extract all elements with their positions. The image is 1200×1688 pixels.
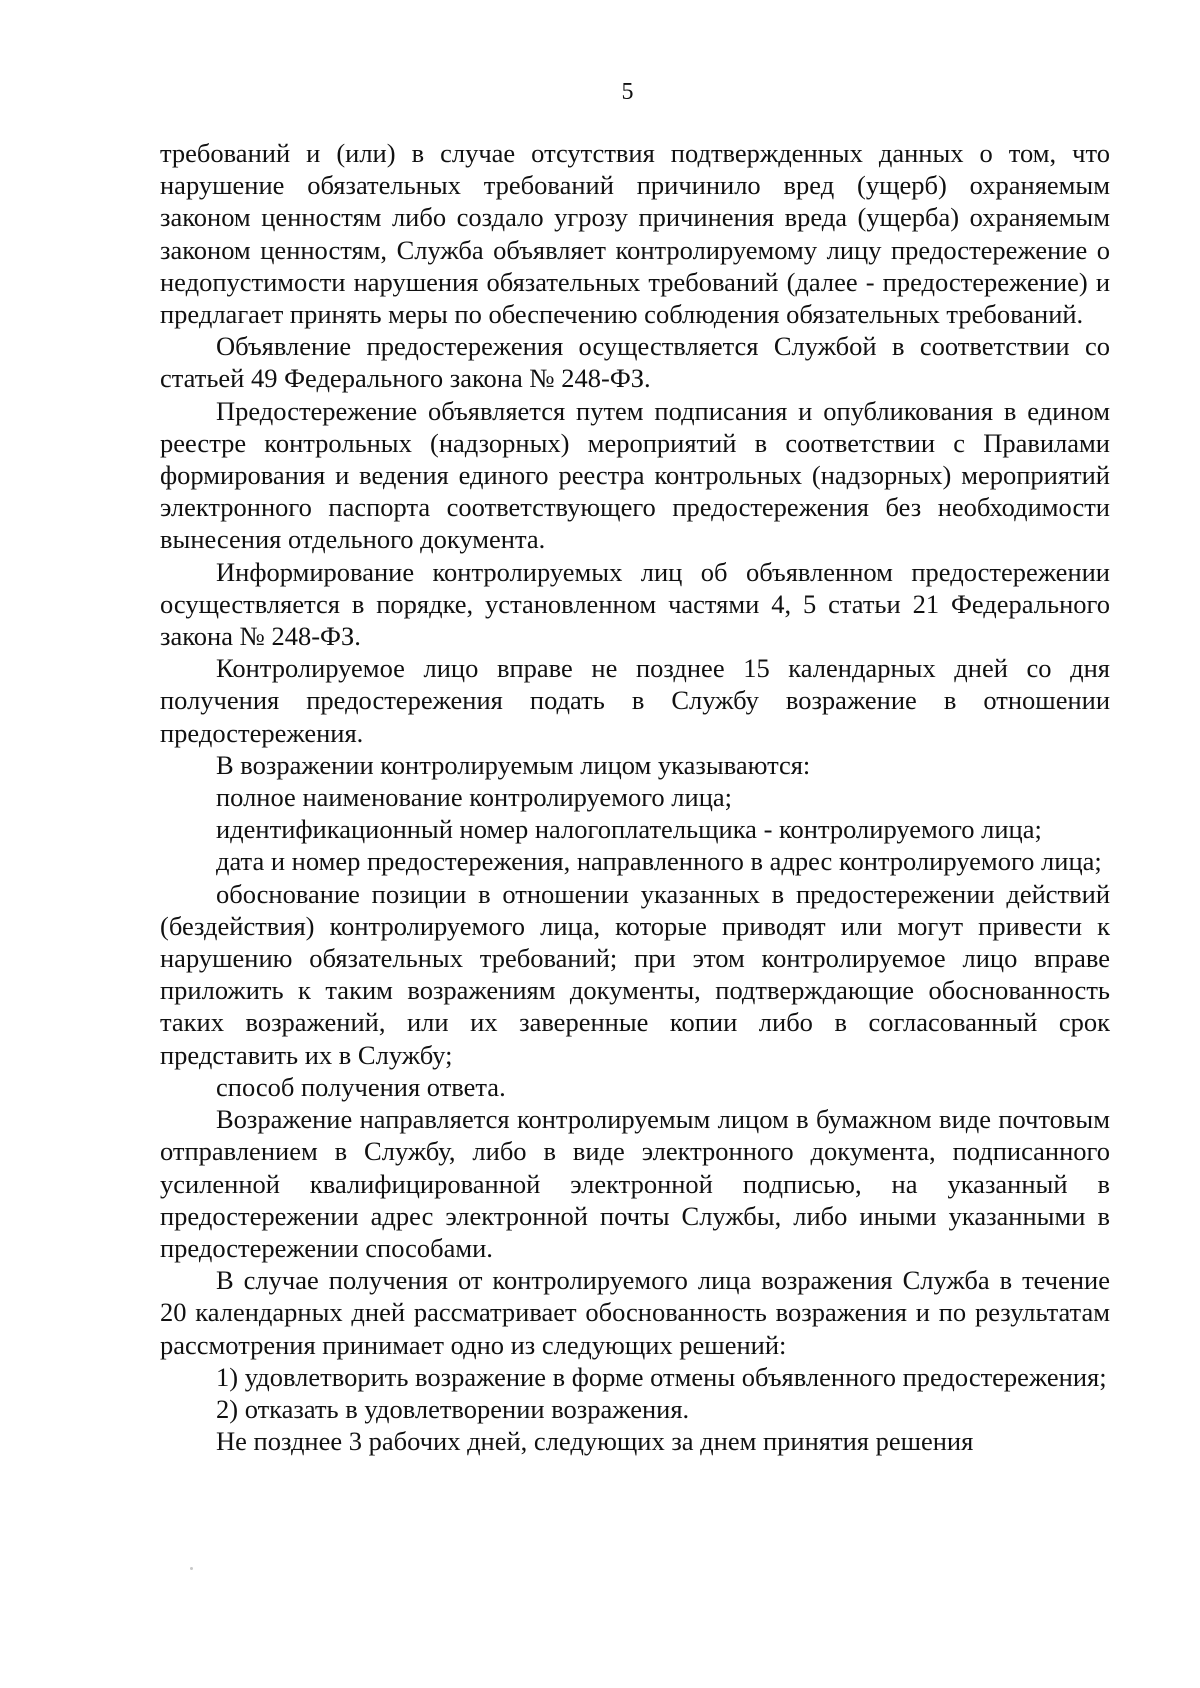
paragraph: Возражение направляется контролируемым лицом в бумажном виде почтовым отправлением в Службу, либо в виде электронного документа, подписанного усиленной квалифицированной электронной подписью, на указанный в предостережении адрес электронной почты Службы, либо иными указанными в предостережении способами.: [160, 1104, 1110, 1263]
list-item: 1) удовлетворить возражение в форме отмены объявленного предостережения;: [216, 1361, 1107, 1392]
paragraph: В случае получения от контролируемого лица возражения Служба в течение 20 календарных дней рассматривает обоснованность возражения и по результатам рассмотрения принимает одно из следующих решений:: [160, 1265, 1110, 1360]
list-item: полное наименование контролируемого лица;: [216, 782, 733, 813]
list-item: дата и номер предостережения, направленного в адрес контролируемого лица;: [216, 846, 1102, 877]
paragraph: Контролируемое лицо вправе не позднее 15 календарных дней со дня получения предостережения подать в Службу возражение в отношении предостережения.: [160, 653, 1110, 748]
paragraph: Объявление предостережения осуществляется Службой в соответствии со статьей 49 Федерального закона № 248-ФЗ.: [160, 331, 1110, 394]
scan-speck: [190, 1567, 193, 1570]
list-item: способ получения ответа.: [216, 1071, 506, 1102]
paragraph: требований и (или) в случае отсутствия подтвержденных данных о том, что нарушение обязательных требований причинило вред (ущерб) охраняемым законом ценностям либо создало угрозу причинения вреда (ущерба) охраняемым законом ценностям, Служба объявляет контролируемому лицу предостережение о недопустимости нарушения обязательных требований (далее - предостережение) и предлагает принять меры по обеспечению соблюдения обязательных требований.: [160, 138, 1110, 330]
page-number: 5: [621, 79, 634, 105]
list-item: 2) отказать в удовлетворении возражения.: [216, 1393, 690, 1424]
document-body: [160, 137, 1110, 1457]
paragraph: Не позднее 3 рабочих дней, следующих за днем принятия решения: [216, 1426, 974, 1457]
list-item: обоснование позиции в отношении указанных в предостережении действий (бездействия) контролируемого лица, которые приводят или могут привести к нарушению обязательных требований; при этом контролируемое лицо вправе приложить к таким возражениям документы, подтверждающие обоснованность таких возражений, или их заверенные копии либо в согласованный срок представить их в Службу;: [160, 878, 1110, 1070]
paragraph: В возражении контролируемым лицом указываются:: [216, 749, 811, 780]
paragraph: Информирование контролируемых лиц об объявленном предостережении осуществляется в порядке, установленном частями 4, 5 статьи 21 Федерального закона № 248-ФЗ.: [160, 556, 1110, 652]
paragraph: Предостережение объявляется путем подписания и опубликования в едином реестре контрольных (надзорных) мероприятий в соответствии с Правилами формирования и ведения единого реестра контрольных (надзорных) мероприятий электронного паспорта соответствующего предостережения без необходимости вынесения отдельного документа.: [160, 395, 1110, 555]
list-item: идентификационный номер налогоплательщика - контролируемого лица;: [216, 814, 1042, 845]
